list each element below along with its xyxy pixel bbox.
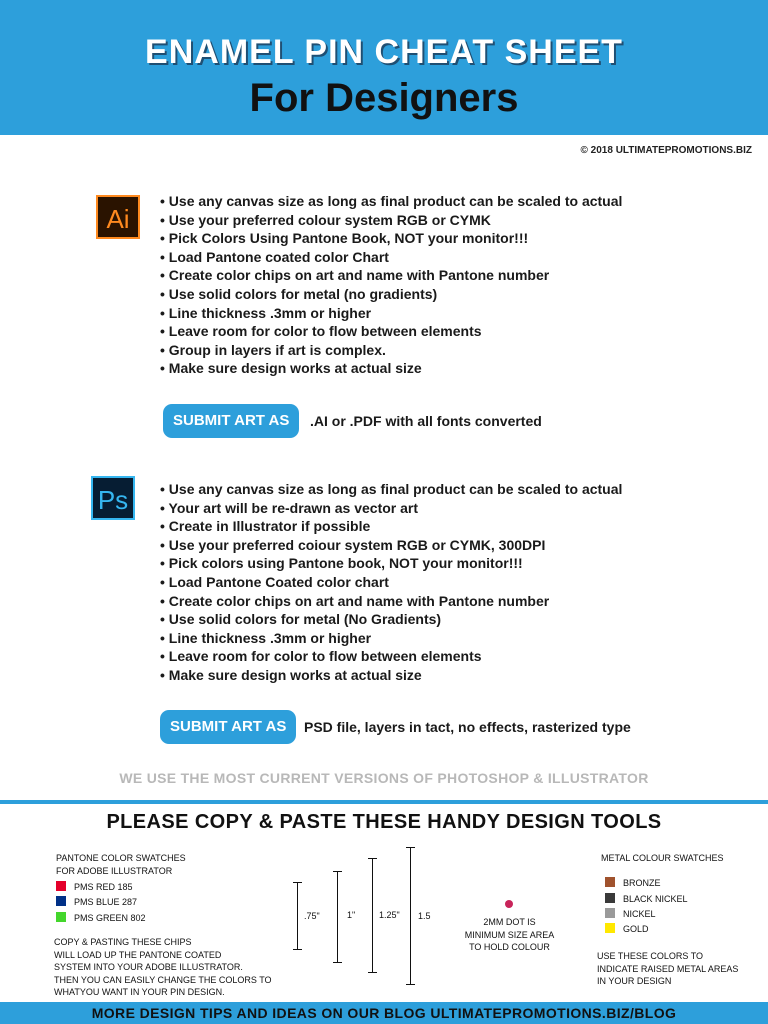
illustrator-submit-format: .AI or .PDF with all fonts converted [310,413,542,429]
metal-note-line: USE THESE COLORS TO [597,951,704,961]
metal-swatch [605,893,688,905]
page-title: ENAMEL PIN CHEAT SHEET [145,33,623,71]
metal-note-line: IN YOUR DESIGN [597,976,672,986]
pantone-note-line: WILL LOAD UP THE PANTONE COATED [54,949,222,960]
tools-heading: PLEASE COPY & PASTE THESE HANDY DESIGN TOOLS [106,811,662,833]
ruler-label: 1.5 [418,911,431,921]
pantone-title-line: FOR ADOBE ILLUSTRATOR [56,865,173,876]
dot-note-line: 2MM DOT IS [483,917,536,927]
ruler-075 [297,882,298,950]
swatch-label: GOLD [623,924,649,934]
list-item: • Load Pantone coated color Chart [160,248,622,267]
red-chip [56,881,66,891]
metal-swatch [605,923,649,935]
nickel-chip [605,908,615,918]
pantone-swatch [56,896,137,908]
list-item: • Create color chips on art and name with Pantone number [160,266,622,285]
swatch-label: PMS RED 185 [74,882,133,892]
blue-chip [56,896,66,906]
footer-banner: MORE DESIGN TIPS AND IDEAS ON OUR BLOG ULTIMATEPROMOTIONS.BIZ/BLOG [0,1002,768,1024]
pantone-swatch [56,881,133,893]
list-item: • Create color chips on art and name with Pantone number [160,592,622,611]
list-item: • Use your preferred coiour system RGB or CYMK, 300DPI [160,536,622,555]
metal-title: METAL COLOUR SWATCHES [601,853,724,863]
dot-note-line: TO HOLD COLOUR [469,942,550,952]
ruler-label: .75" [304,911,320,921]
swatch-label: BLACK NICKEL [623,894,688,904]
swatch-label: PMS BLUE 287 [74,897,138,907]
dot-note-line: MINIMUM SIZE AREA [464,929,555,940]
pantone-note [54,936,272,999]
versions-note: WE USE THE MOST CURRENT VERSIONS OF PHOTOSHOP & ILLUSTRATOR [119,770,649,786]
header-banner [0,0,768,135]
metal-note-line: INDICATE RAISED METAL AREAS [597,963,739,974]
green-chip [56,912,66,922]
illustrator-icon: Ai [96,195,140,239]
list-item: • Leave room for color to flow between elements [160,322,622,341]
bronze-chip [605,877,615,887]
photoshop-icon: Ps [91,476,135,520]
list-item: • Use solid colors for metal (No Gradients) [160,610,622,629]
gold-chip [605,923,615,933]
swatch-label: PMS GREEN 802 [74,913,146,923]
list-item: • Use solid colors for metal (no gradients) [160,285,622,304]
list-item: • Group in layers if art is complex. [160,341,622,360]
illustrator-submit-badge: SUBMIT ART AS [163,404,299,438]
list-item: • Use your preferred colour system RGB or CYMK [160,211,622,230]
list-item: • Your art will be re-drawn as vector art [160,499,622,518]
metal-note [597,950,738,988]
dot-note [462,916,557,954]
list-item: • Pick Colors Using Pantone Book, NOT your monitor!!! [160,229,622,248]
list-item: • Use any canvas size as long as final product can be scaled to actual [160,192,622,211]
copyright-notice: © 2018 ULTIMATEPROMOTIONS.BIZ [580,145,752,156]
list-item: • Line thickness .3mm or higher [160,304,622,323]
pantone-note-line: SYSTEM INTO YOUR ADOBE ILLUSTRATOR. [54,962,243,972]
list-item: • Make sure design works at actual size [160,666,622,685]
pantone-title-line: PANTONE COLOR SWATCHES [56,853,186,863]
section-divider [0,800,768,804]
page-subtitle: For Designers [249,76,519,120]
ruler-15 [410,847,411,985]
ruler-1 [337,871,338,963]
minimum-dot [505,900,513,908]
metal-swatch [605,908,656,920]
pantone-note-line: THEN YOU CAN EASILY CHANGE THE COLORS TO [54,974,272,985]
list-item: • Line thickness .3mm or higher [160,629,622,648]
photoshop-submit-badge: SUBMIT ART AS [160,710,296,744]
list-item: • Use any canvas size as long as final product can be scaled to actual [160,480,622,499]
pantone-swatch [56,912,146,924]
black-nickel-chip [605,893,615,903]
list-item: • Leave room for color to flow between elements [160,647,622,666]
ruler-125 [372,858,373,973]
metal-swatch [605,877,661,889]
list-item: • Make sure design works at actual size [160,359,622,378]
ruler-label: 1" [347,910,356,920]
list-item: • Pick colors using Pantone book, NOT your monitor!!! [160,554,622,573]
pantone-note-line: WHATYOU WANT IN YOUR PIN DESIGN. [54,987,225,997]
pantone-title [56,852,186,877]
list-item: • Create in Illustrator if possible [160,517,622,536]
photoshop-submit-format: PSD file, layers in tact, no effects, rasterized type [304,719,631,735]
list-item: • Load Pantone Coated color chart [160,573,622,592]
photoshop-tips-list [160,480,622,685]
illustrator-tips-list [160,192,622,378]
swatch-label: BRONZE [623,878,661,888]
pantone-note-line: COPY & PASTING THESE CHIPS [54,937,192,947]
ruler-label: 1.25" [379,910,400,920]
swatch-label: NICKEL [623,909,656,919]
